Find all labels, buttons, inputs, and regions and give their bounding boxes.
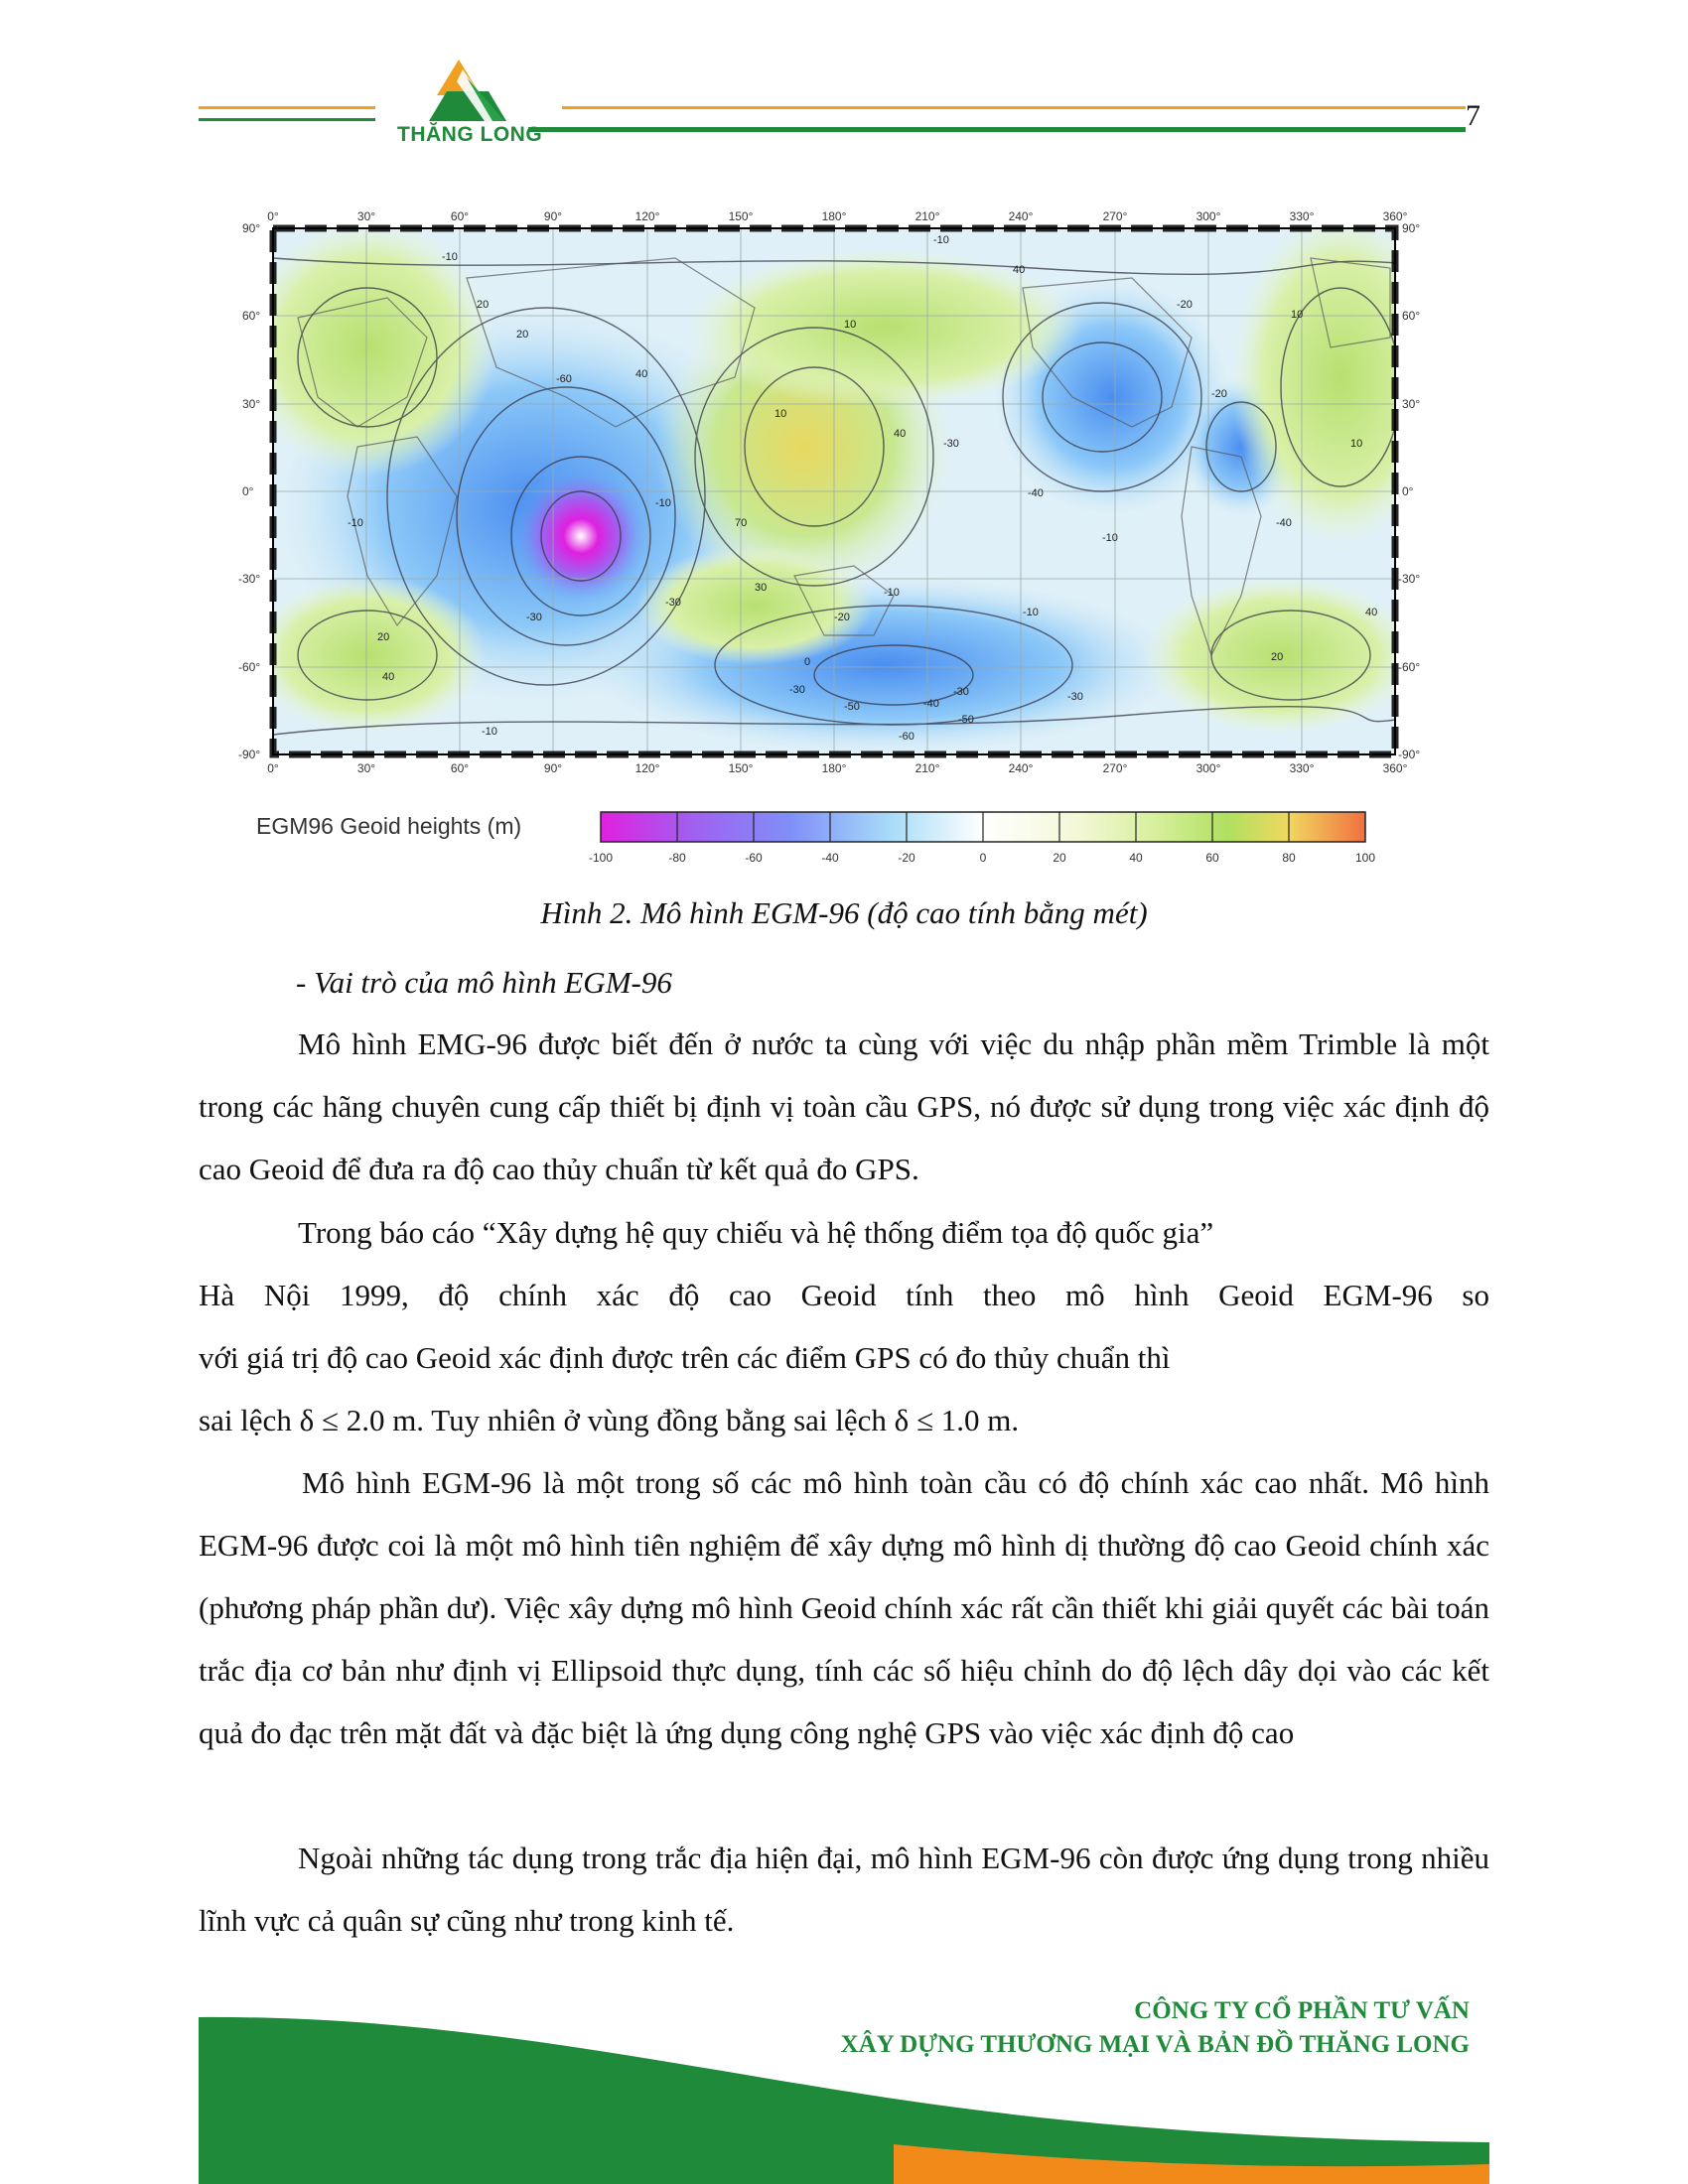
contour-label: -60: [556, 373, 572, 385]
lon-tick-bottom: 90°: [543, 761, 563, 775]
contour-label: -20: [834, 612, 850, 623]
lon-tick-bottom: 270°: [1102, 761, 1128, 775]
contour-label: 10: [774, 408, 787, 420]
contour-label: -30: [1067, 691, 1083, 703]
lon-tick-bottom: 150°: [728, 761, 754, 775]
lat-tick-right: -60°: [1398, 660, 1421, 674]
figure-caption: Hình 2. Mô hình EGM-96 (độ cao tính bằng mét): [540, 895, 1148, 930]
contour-label: 20: [516, 329, 529, 341]
legend-tick: -20: [898, 851, 915, 865]
footer-company-line-1: CÔNG TY CỔ PHẦN TƯ VẤN: [1134, 1997, 1470, 2024]
contour-label: 40: [1013, 264, 1026, 276]
lat-tick-left: -30°: [238, 572, 261, 586]
contour-label: -60: [899, 731, 914, 743]
contour-label: 30: [755, 582, 768, 594]
lon-tick-bottom: 0°: [267, 761, 279, 775]
paragraph-2-line-3: với giá trị độ cao Geoid xác định được trên các điểm GPS có đo thủy chuẩn thì: [199, 1340, 1171, 1375]
footer-company-line-2: XÂY DỰNG THƯƠNG MẠI VÀ BẢN ĐỒ THĂNG LONG: [840, 2031, 1470, 2058]
contour-label: -40: [923, 698, 939, 710]
legend-tick: 100: [1354, 851, 1376, 865]
contour-label: 20: [377, 631, 390, 643]
lat-tick-left: 0°: [242, 484, 254, 498]
header-rule-orange-right: [562, 106, 1466, 109]
geoid-figure: [238, 199, 1430, 874]
legend-tick: 0: [979, 851, 987, 865]
contour-label: -30: [943, 438, 959, 450]
lon-tick-bottom: 300°: [1196, 761, 1221, 775]
legend-tick: 40: [1129, 851, 1143, 865]
contour-label: -30: [526, 612, 542, 623]
paragraph-4: Ngoài những tác dụng trong trắc địa hiện đại, mô hình EGM-96 còn được ứng dụng trong nhiều lĩnh vực cả quân sự cũng như trong kinh tế.: [199, 1841, 1489, 1938]
contour-label: -20: [1211, 388, 1227, 400]
lon-tick-top: 0°: [267, 209, 279, 223]
lon-tick-top: 360°: [1382, 209, 1408, 223]
logo-wordmark: THĂNG LONG: [397, 123, 543, 146]
paragraph-3: Mô hình EGM-96 là một trong số các mô hình toàn cầu có độ chính xác cao nhất. Mô hình EGM-96 được coi là một mô hình tiên nghiệm để xây dựng mô hình dị thường độ cao Geoid chính xác (phương pháp phần dư). Việc xây dựng mô hình Geoid chính xác rất cần thiết khi giải quyết các bài toán trắc địa cơ bản như định vị Ellipsoid thực dụng, tính các số hiệu chỉnh do độ lệch dây dọi vào các kết quả đo đạc trên mặt đất và đặc biệt là ứng dụng công nghệ GPS vào việc xác định độ cao: [199, 1465, 1489, 1750]
page-number: 7: [1466, 99, 1480, 132]
lon-tick-top: 90°: [543, 209, 563, 223]
contour-label: 10: [844, 319, 857, 331]
legend-tick: -100: [588, 851, 614, 865]
contour-label: 10: [1291, 309, 1304, 321]
header-rule-green-right: [528, 127, 1466, 132]
geoid-map: [238, 199, 1430, 804]
legend-tick: 20: [1053, 851, 1066, 865]
lon-tick-bottom: 330°: [1289, 761, 1315, 775]
lat-tick-left: 60°: [242, 309, 261, 323]
contour-label: 20: [477, 299, 490, 311]
contour-label: 40: [635, 368, 648, 380]
legend-title: EGM96 Geoid heights (m): [256, 813, 522, 839]
contour-label: -30: [789, 684, 805, 696]
paragraph-2-line-1: Trong báo cáo “Xây dựng hệ quy chiếu và hệ thống điểm tọa độ quốc gia”: [298, 1215, 1214, 1250]
lat-tick-right: -30°: [1398, 572, 1421, 586]
contour-label: 40: [382, 671, 395, 683]
contour-label: -10: [348, 517, 363, 529]
lon-tick-top: 240°: [1008, 209, 1034, 223]
footer-banner: [199, 1995, 1489, 2184]
contour-label: -40: [1028, 487, 1044, 499]
contour-label: -10: [1023, 607, 1039, 618]
paragraph-1: Mô hình EMG-96 được biết đến ở nước ta cùng với việc du nhập phần mềm Trimble là một trong các hãng chuyên cung cấp thiết bị định vị toàn cầu GPS, nó được sử dụng trong việc xác định độ cao Geoid để đưa ra độ cao thủy chuẩn từ kết quả đo GPS.: [199, 1026, 1489, 1186]
lon-tick-top: 180°: [821, 209, 847, 223]
legend-tick: -40: [821, 851, 839, 865]
contour-label: 40: [894, 428, 907, 440]
lat-tick-right: 30°: [1402, 397, 1421, 411]
contour-label: -50: [958, 714, 974, 726]
lon-tick-top: 120°: [634, 209, 660, 223]
lon-tick-bottom: 60°: [450, 761, 470, 775]
lon-tick-bottom: 120°: [634, 761, 660, 775]
contour-label: -10: [482, 726, 497, 738]
lat-tick-left: -90°: [238, 748, 261, 761]
contour-label: -30: [953, 686, 969, 698]
contour-label: -10: [1102, 532, 1118, 544]
lon-tick-top: 30°: [356, 209, 376, 223]
contour-label: -10: [442, 251, 458, 263]
contour-label: 70: [735, 517, 748, 529]
legend-tick: -80: [668, 851, 686, 865]
lat-tick-right: 90°: [1402, 221, 1421, 235]
contour-label: -30: [665, 597, 681, 609]
contour-label: -10: [655, 497, 671, 509]
lon-tick-bottom: 210°: [914, 761, 940, 775]
header-rule-orange-left: [199, 106, 375, 109]
lat-tick-right: 60°: [1402, 309, 1421, 323]
colorbar-legend: [238, 806, 1430, 874]
lon-tick-bottom: 360°: [1382, 761, 1408, 775]
lon-tick-top: 210°: [914, 209, 940, 223]
lat-tick-right: -90°: [1398, 748, 1421, 761]
contour-label: 0: [804, 656, 811, 668]
lon-tick-top: 330°: [1289, 209, 1315, 223]
paragraph-2-line-2: Hà Nội 1999, độ chính xác độ cao Geoid tính theo mô hình Geoid EGM-96 so: [199, 1278, 1489, 1312]
lat-tick-left: 30°: [242, 397, 261, 411]
lat-tick-left: 90°: [242, 221, 261, 235]
contour-label: 10: [1350, 438, 1363, 450]
contour-label: -20: [1177, 299, 1193, 311]
contour-label: -40: [1276, 517, 1292, 529]
contour-label: 40: [1365, 607, 1378, 618]
lon-tick-bottom: 30°: [356, 761, 376, 775]
legend-tick: -60: [745, 851, 763, 865]
lat-tick-left: -60°: [238, 660, 261, 674]
lon-tick-top: 270°: [1102, 209, 1128, 223]
legend-tick: 80: [1282, 851, 1296, 865]
lon-tick-bottom: 240°: [1008, 761, 1034, 775]
paragraph-2-line-4: sai lệch δ ≤ 2.0 m. Tuy nhiên ở vùng đồng bằng sai lệch δ ≤ 1.0 m.: [199, 1403, 1020, 1437]
legend-tick: 60: [1205, 851, 1219, 865]
section-subheading: - Vai trò của mô hình EGM-96: [296, 965, 672, 1000]
contour-label: -50: [844, 701, 860, 713]
lon-tick-top: 300°: [1196, 209, 1221, 223]
contour-label: 20: [1271, 651, 1284, 663]
lat-tick-right: 0°: [1402, 484, 1414, 498]
header-rule-green-left: [199, 118, 375, 121]
lon-tick-bottom: 180°: [821, 761, 847, 775]
lon-tick-top: 150°: [728, 209, 754, 223]
contour-label: -10: [933, 234, 949, 246]
lon-tick-top: 60°: [450, 209, 470, 223]
contour-label: -10: [884, 587, 900, 599]
